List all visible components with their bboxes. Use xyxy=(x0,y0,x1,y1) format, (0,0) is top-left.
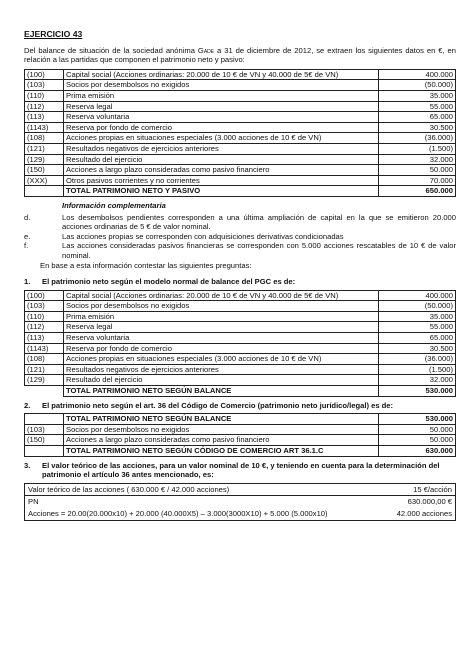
legal-head-amount: 530.000 xyxy=(379,414,456,425)
account-code: (150) xyxy=(25,435,64,446)
account-amount: 70.000 xyxy=(379,175,456,186)
note-text: Los desembolsos pendientes corresponden a una última ampliación de capital en la que se emitieron 20.000 acciones ordinarias de 5 € de valor nominal. xyxy=(62,212,456,232)
prompt-text: En base a esta información contestar las siguientes preguntas: xyxy=(40,261,252,271)
account-amount: 32.000 xyxy=(379,375,456,386)
account-amount: 30.500 xyxy=(379,343,456,354)
account-amount: 400.000 xyxy=(379,69,456,80)
account-code: (129) xyxy=(25,375,64,386)
legal-head-label: TOTAL PATRIMONIO NETO SEGÚN BALANCE xyxy=(64,414,379,425)
account-code: (113) xyxy=(25,333,64,344)
question-1 xyxy=(24,277,456,287)
account-label: Socios por desembolsos no exigidos xyxy=(64,301,379,312)
account-label: Resultado del ejercicio xyxy=(64,154,379,165)
legal-equity-table xyxy=(24,413,456,456)
account-code: (113) xyxy=(25,112,64,123)
total-label: TOTAL PATRIMONIO NETO Y PASIVO xyxy=(64,186,379,197)
legal-total-label: TOTAL PATRIMONIO NETO SEGÚN CÓDIGO DE COMERCIO ART 36.1.C xyxy=(64,445,379,456)
note-label: f. xyxy=(24,241,29,251)
question-2-number: 2. xyxy=(24,400,31,410)
legal-adjustment-row xyxy=(25,435,456,446)
account-label: Reserva legal xyxy=(64,101,379,112)
exercise-page xyxy=(24,30,456,521)
note-item xyxy=(24,232,456,242)
note-item xyxy=(24,241,456,260)
question-2-text: El patrimonio neto según el art. 36 del Código de Comercio (patrimonio neto jurídico/legal) es de: xyxy=(42,400,394,410)
account-amount: 50.000 xyxy=(379,165,456,176)
account-label: Reserva voluntaria xyxy=(64,333,379,344)
legal-total-amount: 630.000 xyxy=(379,445,456,456)
equity-total-amount: 530.000 xyxy=(379,386,456,397)
account-label: Socios por desembolsos no exigidos xyxy=(64,424,379,435)
shares-formula: Acciones = 20.00(20.000x10) + 20.000 (40.000X5) – 3.000(3000X10) + 5.000 (5.000x10) xyxy=(25,508,384,520)
account-label: Reserva voluntaria xyxy=(64,112,379,123)
account-code: (1143) xyxy=(25,343,64,354)
account-code: (129) xyxy=(25,154,64,165)
account-code: (121) xyxy=(25,143,64,154)
account-amount: (36.000) xyxy=(379,354,456,365)
equity-total-row xyxy=(25,386,456,397)
account-code: (103) xyxy=(25,301,64,312)
account-code: (108) xyxy=(25,354,64,365)
question-3-text: El valor teórico de las acciones, para un valor nominal de 10 €, y teniendo en cuenta para la determinación del patrimonio el artículo 36 antes mencionado, es: xyxy=(42,460,440,480)
equity-row xyxy=(25,333,456,344)
note-text: Las acciones propias se corresponden con adquisiciones derivativas condicionadas xyxy=(62,231,344,241)
intro-after: a 31 de diciembre de 2012, se extraen los siguientes datos en €, en relación a las partidas que componen el patrimonio neto y pasivo: xyxy=(24,45,456,65)
account-label: Acciones propias en situaciones especiales (3.000 acciones de 10 € de VN) xyxy=(64,354,379,365)
legal-total-blank xyxy=(25,445,64,456)
total-amount: 650.000 xyxy=(379,186,456,197)
account-label: Capital social (Acciones ordinarias: 20.000 de 10 € de VN y 40.000 de 5€ de VN) xyxy=(64,69,379,80)
equity-total-blank xyxy=(25,386,64,397)
pn-amount: 630.000,00 € xyxy=(383,496,455,508)
account-amount: 50.000 xyxy=(379,435,456,446)
account-label: Reserva por fondo de comercio xyxy=(64,343,379,354)
company-name: Gade xyxy=(197,45,215,55)
balance-row xyxy=(25,175,456,186)
account-amount: (50.000) xyxy=(379,80,456,91)
pn-row xyxy=(25,496,456,508)
account-amount: 32.000 xyxy=(379,154,456,165)
account-amount: 55.000 xyxy=(379,322,456,333)
exercise-title: EJERCICIO 43 xyxy=(24,29,83,39)
account-label: Resultados negativos de ejercicios anteriores xyxy=(64,143,379,154)
share-value-amount: 15 €/acción xyxy=(383,483,455,496)
equity-row xyxy=(25,364,456,375)
share-value-label: Valor teórico de las acciones ( 630.000 € / 42.000 acciones) xyxy=(25,483,384,496)
note-text: Las acciones consideradas pasivos financieras se corresponden con 5.000 acciones rescatables de 10 € de valor nominal. xyxy=(62,241,456,260)
note-label: e. xyxy=(24,231,31,241)
account-code: (100) xyxy=(25,69,64,80)
account-amount: (36.000) xyxy=(379,133,456,144)
account-label: Reserva legal xyxy=(64,322,379,333)
account-code: (121) xyxy=(25,364,64,375)
account-code: (112) xyxy=(25,101,64,112)
balance-row xyxy=(25,133,456,144)
intro-before: Del balance de situación de la sociedad anónima xyxy=(24,45,198,55)
question-1-text: El patrimonio neto según el modelo normal de balance del PGC es de: xyxy=(42,277,296,287)
account-label: Prima emisión xyxy=(64,311,379,322)
account-code: (1143) xyxy=(25,122,64,133)
pn-label: PN xyxy=(25,496,384,508)
account-label: Acciones propias en situaciones especiales (3.000 acciones de 10 € de VN) xyxy=(64,133,379,144)
account-code: (110) xyxy=(25,90,64,101)
equity-row xyxy=(25,354,456,365)
equity-table xyxy=(24,290,456,397)
account-amount: 35.000 xyxy=(379,90,456,101)
account-amount: 65.000 xyxy=(379,333,456,344)
balance-row xyxy=(25,154,456,165)
equity-row xyxy=(25,375,456,386)
balance-row xyxy=(25,143,456,154)
account-label: Prima emisión xyxy=(64,90,379,101)
share-value-table xyxy=(24,483,456,521)
balance-row xyxy=(25,112,456,123)
intro-paragraph xyxy=(24,46,456,65)
shares-row xyxy=(25,508,456,520)
account-amount: (1.500) xyxy=(379,143,456,154)
account-code: (110) xyxy=(25,311,64,322)
legal-adjustment-row xyxy=(25,424,456,435)
equity-row xyxy=(25,311,456,322)
equity-row xyxy=(25,343,456,354)
account-code: (100) xyxy=(25,290,64,301)
account-amount: 65.000 xyxy=(379,112,456,123)
shares-count: 42.000 acciones xyxy=(383,508,455,520)
note-item xyxy=(24,213,456,232)
balance-row xyxy=(25,165,456,176)
account-label: Resultados negativos de ejercicios anteriores xyxy=(64,364,379,375)
info-heading: Información complementaria xyxy=(62,200,166,210)
account-amount: 400.000 xyxy=(379,290,456,301)
equity-total-label: TOTAL PATRIMONIO NETO SEGÚN BALANCE xyxy=(64,386,379,397)
equity-row xyxy=(25,290,456,301)
legal-head-row xyxy=(25,414,456,425)
account-code: (XXX) xyxy=(25,175,64,186)
equity-row xyxy=(25,322,456,333)
account-label: Resultado del ejercicio xyxy=(64,375,379,386)
note-label: d. xyxy=(24,212,31,222)
total-code-cell xyxy=(25,186,64,197)
account-code: (112) xyxy=(25,322,64,333)
question-1-number: 1. xyxy=(24,277,31,287)
balance-row xyxy=(25,101,456,112)
account-label: Otros pasivos corrientes y no corrientes xyxy=(64,175,379,186)
balance-table xyxy=(24,69,456,197)
account-code: (103) xyxy=(25,424,64,435)
account-amount: 55.000 xyxy=(379,101,456,112)
balance-row xyxy=(25,69,456,80)
question-3 xyxy=(24,461,456,480)
balance-row xyxy=(25,80,456,91)
balance-row xyxy=(25,122,456,133)
question-3-number: 3. xyxy=(24,460,31,470)
account-amount: 30.500 xyxy=(379,122,456,133)
legal-total-row xyxy=(25,445,456,456)
account-code: (150) xyxy=(25,165,64,176)
account-amount: (50.000) xyxy=(379,301,456,312)
account-label: Acciones a largo plazo consideradas como pasivo financiero xyxy=(64,165,379,176)
account-label: Socios por desembolsos no exigidos xyxy=(64,80,379,91)
account-label: Acciones a largo plazo consideradas como pasivo financiero xyxy=(64,435,379,446)
account-amount: (1.500) xyxy=(379,364,456,375)
account-code: (108) xyxy=(25,133,64,144)
equity-row xyxy=(25,301,456,312)
legal-head-blank xyxy=(25,414,64,425)
account-code: (103) xyxy=(25,80,64,91)
notes-list xyxy=(24,213,456,261)
balance-total-row xyxy=(25,186,456,197)
account-amount: 35.000 xyxy=(379,311,456,322)
account-label: Capital social (Acciones ordinarias: 20.000 de 10 € de VN y 40.000 de 5€ de VN) xyxy=(64,290,379,301)
share-value-row xyxy=(25,483,456,496)
account-amount: 50.000 xyxy=(379,424,456,435)
balance-row xyxy=(25,90,456,101)
account-label: Reserva por fondo de comercio xyxy=(64,122,379,133)
question-2 xyxy=(24,401,456,411)
